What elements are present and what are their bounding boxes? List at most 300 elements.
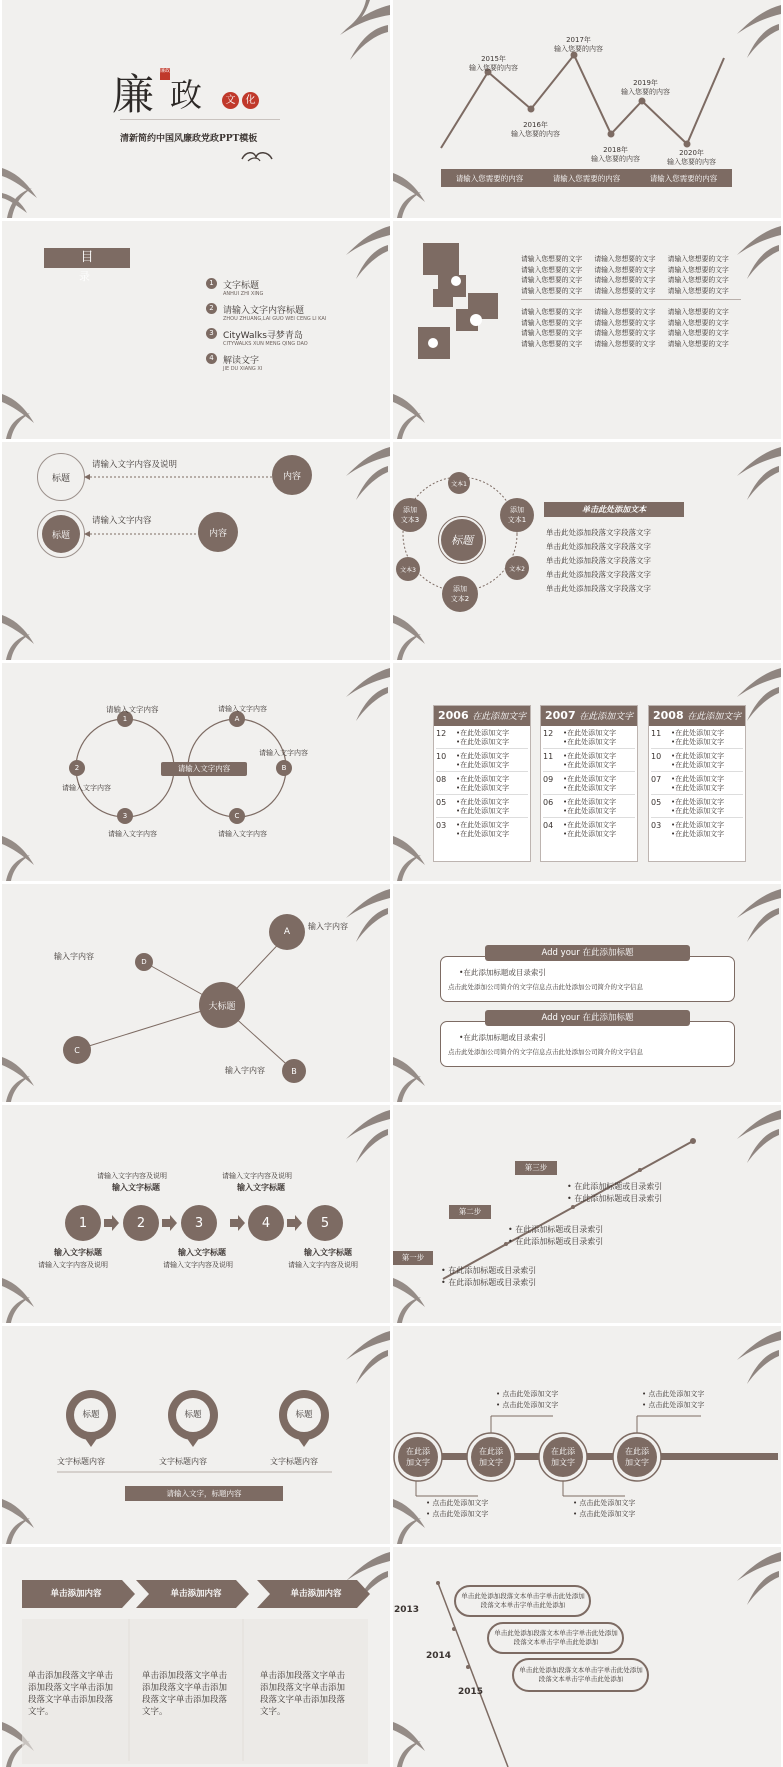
slide-hub[interactable] bbox=[2, 884, 390, 1102]
info-box-title: Add your 在此添加标题 bbox=[485, 945, 690, 961]
column-row bbox=[651, 798, 743, 818]
row-item: •在此处添加文字 bbox=[563, 752, 617, 760]
year-column bbox=[648, 705, 746, 862]
step-4: 4 bbox=[248, 1205, 284, 1241]
red-circle-wen: 文 bbox=[222, 92, 239, 109]
text-grid-top bbox=[521, 254, 741, 296]
row-item: •在此处添加文字 bbox=[456, 798, 510, 806]
chevron-row bbox=[2, 1547, 390, 1767]
arrow-icon bbox=[287, 1215, 302, 1231]
item-label: 请输入文字内容标题 bbox=[223, 306, 305, 316]
text-lines bbox=[546, 526, 651, 596]
bar-text: 请输入您需要的内容 bbox=[552, 173, 621, 183]
node-3: 3 bbox=[117, 808, 133, 824]
slide-timeline-line[interactable] bbox=[393, 0, 781, 218]
slide-year-bubbles[interactable] bbox=[393, 1547, 781, 1767]
cell: 请输入您想要的文字 bbox=[521, 276, 583, 284]
cell: 请输入您想要的文字 bbox=[521, 286, 583, 295]
cell: 请输入您想要的文字 bbox=[667, 255, 729, 263]
year-column bbox=[433, 705, 531, 862]
label-2017 bbox=[554, 36, 603, 54]
bullet: • 点击此处添加文字 bbox=[642, 1390, 705, 1398]
row-item: •在此处添加文字 bbox=[456, 821, 510, 829]
bottom-title: 输入文字标题 bbox=[54, 1248, 102, 1257]
cell: 请输入您想要的文字 bbox=[521, 318, 583, 327]
title-char-lian: 廉 bbox=[112, 70, 155, 119]
cell: 请输入您想要的文字 bbox=[667, 339, 729, 348]
chevron-label: 单击添加内容 bbox=[170, 1589, 222, 1599]
item-number: 2 bbox=[206, 303, 217, 314]
rail-bullets bbox=[573, 1498, 635, 1520]
divider bbox=[120, 119, 280, 120]
bamboo-decoration bbox=[310, 442, 390, 507]
bamboo-decoration bbox=[2, 379, 42, 439]
item-number: 4 bbox=[206, 353, 217, 364]
row-number: 12 bbox=[436, 729, 447, 738]
column-row bbox=[543, 775, 635, 795]
text-line: 单击此处添加段落文字段落文字 bbox=[546, 528, 651, 537]
row-number: 11 bbox=[543, 752, 554, 761]
column-row bbox=[543, 821, 635, 839]
bamboo-decoration bbox=[393, 821, 433, 881]
cell: 请输入您想要的文字 bbox=[521, 339, 583, 348]
row-item: •在此处添加文字 bbox=[671, 729, 725, 737]
bamboo-decoration bbox=[310, 221, 390, 286]
row-item: •在此处添加文字 bbox=[671, 821, 725, 829]
divider bbox=[521, 299, 741, 300]
year-label: 2015 bbox=[458, 1687, 484, 1697]
row-number: 10 bbox=[651, 752, 662, 761]
slide-arrows[interactable] bbox=[2, 442, 390, 660]
text: 输入您要的内容 bbox=[554, 44, 603, 53]
column-body bbox=[541, 726, 637, 842]
row-item: •在此处添加文字 bbox=[671, 761, 725, 769]
row-item: •在此处添加文字 bbox=[456, 729, 510, 737]
text-line: 单击此处添加段落文字段落文字 bbox=[546, 542, 651, 551]
step-5: 5 bbox=[307, 1205, 343, 1241]
bullet: • 点击此处添加文字 bbox=[496, 1401, 559, 1409]
bamboo-decoration bbox=[2, 600, 42, 660]
step-bullets bbox=[441, 1265, 536, 1289]
label-a: 输入字内容 bbox=[308, 922, 348, 931]
bamboo-decoration bbox=[701, 884, 781, 949]
row-item: •在此处添加文字 bbox=[563, 807, 617, 815]
rail-bullets bbox=[426, 1498, 488, 1520]
info-box-body: 点击此处添加公司简介的文字信息点击此处添加公司简介的文字信息 bbox=[448, 983, 643, 991]
slide-contents[interactable] bbox=[2, 221, 390, 439]
column-row bbox=[436, 821, 528, 839]
row1-text: 请输入文字内容及说明 bbox=[92, 460, 178, 470]
rail-node: 在此添 加文字 bbox=[551, 1447, 575, 1467]
text-line: 单击此处添加段落文字段落文字 bbox=[546, 570, 651, 579]
row-number: 03 bbox=[651, 821, 662, 830]
bamboo-decoration bbox=[393, 379, 433, 439]
cell: 请输入您想要的文字 bbox=[521, 265, 583, 274]
node-c: C bbox=[229, 808, 245, 824]
column-row bbox=[543, 798, 635, 818]
cell: 请输入您想要的文字 bbox=[594, 329, 656, 337]
arrow-icon bbox=[230, 1215, 245, 1231]
info-box-bullet: •在此添加标题或目录索引 bbox=[459, 968, 546, 977]
row-item: •在此处添加文字 bbox=[563, 821, 617, 829]
info-box-title: Add your 在此添加标题 bbox=[485, 1010, 690, 1026]
row-number: 06 bbox=[543, 798, 554, 807]
cycle-node: 文本3 bbox=[396, 557, 420, 581]
column-row bbox=[543, 729, 635, 749]
top-desc: 请输入文字内容及说明 bbox=[97, 1172, 167, 1180]
info-box-bullet: •在此添加标题或目录索引 bbox=[459, 1033, 546, 1042]
year-label: 2014 bbox=[426, 1651, 452, 1661]
row-item: •在此处添加文字 bbox=[671, 738, 725, 746]
cycle-node: 文本2 bbox=[505, 556, 529, 580]
item-label: 文字标题 bbox=[223, 281, 260, 291]
rail-bullets bbox=[642, 1389, 704, 1411]
slide-infinity[interactable] bbox=[2, 663, 390, 881]
hub-lines bbox=[2, 884, 390, 1102]
row-number: 12 bbox=[543, 729, 554, 738]
cell: 请输入您想要的文字 bbox=[667, 318, 729, 327]
subtitle: 清新简约中国风廉政党政PPT模板 bbox=[120, 134, 258, 144]
text-header: 单击此处添加文本 bbox=[544, 502, 684, 517]
subtitle: 在此添加文字 bbox=[687, 712, 742, 722]
text: 输入您要的内容 bbox=[667, 157, 716, 166]
point-2018 bbox=[608, 131, 615, 138]
item-number: 3 bbox=[206, 328, 217, 339]
slide-block-text[interactable] bbox=[393, 221, 781, 439]
cell: 请输入您想要的文字 bbox=[667, 265, 729, 274]
column-row bbox=[651, 775, 743, 795]
column-header bbox=[541, 706, 637, 726]
year: 2008 bbox=[653, 709, 684, 722]
year-column bbox=[540, 705, 638, 862]
cell: 请输入您想要的文字 bbox=[521, 255, 583, 263]
pin-label: 标题 bbox=[82, 1410, 100, 1420]
cell: 请输入您想要的文字 bbox=[594, 265, 656, 274]
row-item: •在此处添加文字 bbox=[671, 830, 725, 838]
row-item: •在此处添加文字 bbox=[671, 807, 725, 815]
step-1: 1 bbox=[65, 1205, 101, 1241]
year: 2016年 bbox=[523, 121, 548, 129]
title-circle-filled-wrap bbox=[37, 510, 85, 558]
column-body bbox=[434, 726, 530, 842]
center-title: 标题 bbox=[439, 517, 485, 563]
row-item: •在此处添加文字 bbox=[563, 784, 617, 792]
year: 2015年 bbox=[481, 55, 506, 63]
text: 输入您要的内容 bbox=[621, 87, 670, 96]
year: 2019年 bbox=[633, 79, 658, 87]
row-item: •在此处添加文字 bbox=[563, 729, 617, 737]
step-label: 第二步 bbox=[449, 1205, 491, 1219]
bullet: • 点击此处添加文字 bbox=[426, 1499, 489, 1507]
year: 2020年 bbox=[679, 149, 704, 157]
column-row bbox=[436, 752, 528, 772]
node-b: B bbox=[276, 760, 292, 776]
pin-label: 标题 bbox=[184, 1410, 202, 1420]
row-number: 03 bbox=[436, 821, 447, 830]
person-icon bbox=[428, 338, 438, 348]
bullet: • 点击此处添加文字 bbox=[573, 1510, 636, 1518]
rail-node: 在此添 加文字 bbox=[406, 1447, 430, 1467]
column-row bbox=[543, 752, 635, 772]
bamboo-decoration bbox=[300, 0, 390, 70]
row-item: •在此处添加文字 bbox=[456, 761, 510, 769]
content-circle: 内容 bbox=[198, 512, 238, 552]
bamboo-decoration bbox=[2, 148, 47, 218]
hub-node-a: A bbox=[269, 914, 305, 950]
cell: 请输入您想要的文字 bbox=[594, 276, 656, 284]
bubble-timeline bbox=[393, 1547, 781, 1767]
label-2015 bbox=[469, 55, 518, 73]
row-item: •在此处添加文字 bbox=[456, 738, 510, 746]
chevron-label: 单击添加内容 bbox=[50, 1589, 102, 1599]
node-a: A bbox=[229, 711, 245, 727]
point-2019 bbox=[639, 98, 646, 105]
item-pinyin: JIE DU XIANG XI bbox=[223, 366, 263, 372]
label-d: 输入字内容 bbox=[54, 952, 94, 961]
label: 请输入文字内容 bbox=[218, 830, 267, 838]
slide-process[interactable] bbox=[2, 1105, 390, 1323]
red-circle-hua: 化 bbox=[242, 92, 259, 109]
column-body bbox=[649, 726, 745, 842]
row2-text: 请输入文字内容 bbox=[92, 516, 152, 526]
pin-label: 标题 bbox=[295, 1410, 313, 1420]
title-circle-outline: 标题 bbox=[37, 453, 85, 501]
label: 请输入文字内容 bbox=[106, 705, 159, 714]
content-circle: 内容 bbox=[272, 455, 312, 495]
row-item: •在此处添加文字 bbox=[456, 784, 510, 792]
year-label: 2013 bbox=[394, 1605, 420, 1615]
bubble-text: 单击此处添加段落文本单击字单击此处添加段落文本单击字单击此处添加 bbox=[461, 1592, 585, 1609]
point-2020 bbox=[684, 141, 691, 148]
step-2: 2 bbox=[123, 1205, 159, 1241]
text: 输入您要的内容 bbox=[469, 63, 518, 72]
pin-caption: 文字标题内容 bbox=[159, 1457, 207, 1466]
bullet: • 在此添加标题或目录索引 bbox=[567, 1182, 663, 1191]
column-row bbox=[436, 729, 528, 749]
row-item: •在此处添加文字 bbox=[563, 798, 617, 806]
hub-node-d: D bbox=[135, 953, 153, 971]
label-2018 bbox=[591, 146, 640, 164]
cell: 请输入您想要的文字 bbox=[594, 318, 656, 327]
arrow-icon bbox=[104, 1215, 119, 1231]
column-row bbox=[651, 752, 743, 772]
bullet: • 在此添加标题或目录索引 bbox=[508, 1237, 604, 1246]
bottom-title: 输入文字标题 bbox=[304, 1248, 352, 1257]
bottom-desc: 请输入文字内容及说明 bbox=[288, 1261, 358, 1269]
bullet: • 点击此处添加文字 bbox=[496, 1390, 559, 1398]
top-title: 输入文字标题 bbox=[237, 1183, 285, 1192]
bar-text: 请输入您需要的内容 bbox=[455, 173, 524, 183]
text-grid-bottom bbox=[521, 307, 741, 349]
contents-title: 目 bbox=[44, 248, 130, 268]
cell: 请输入您想要的文字 bbox=[594, 286, 656, 295]
label: 请输入文字内容 bbox=[108, 830, 157, 838]
cell: 请输入您想要的文字 bbox=[594, 308, 656, 316]
pin-shapes bbox=[2, 1326, 390, 1544]
contents-title-2: 录 bbox=[79, 270, 90, 283]
slide-rail[interactable] bbox=[393, 1326, 781, 1544]
row-item: •在此处添加文字 bbox=[671, 752, 725, 760]
hub-center: 大标题 bbox=[199, 982, 245, 1028]
contents-item[interactable] bbox=[206, 328, 326, 347]
node-2: 2 bbox=[69, 760, 85, 776]
item-pinyin: ZHOU ZHUANG,LAI GUO WEI CENG LI KAI bbox=[223, 316, 327, 322]
hub-node-b: B bbox=[282, 1059, 306, 1083]
dashed-arrow bbox=[84, 472, 274, 482]
bottom-bar: 请输入文字，标题内容 bbox=[125, 1486, 283, 1501]
item-pinyin: ANHUI ZHI XING bbox=[223, 291, 264, 297]
contents-item[interactable] bbox=[206, 303, 326, 322]
year: 2018年 bbox=[603, 146, 628, 154]
step-bullets bbox=[508, 1224, 603, 1248]
column-row bbox=[651, 729, 743, 749]
slide-stairs[interactable] bbox=[393, 1105, 781, 1323]
info-box bbox=[440, 948, 735, 1002]
row-item: •在此处添加文字 bbox=[456, 752, 510, 760]
chevron-label: 单击添加内容 bbox=[290, 1589, 342, 1599]
row-item: •在此处添加文字 bbox=[563, 738, 617, 746]
pin-caption: 文字标题内容 bbox=[270, 1457, 318, 1466]
row-item: •在此处添加文字 bbox=[456, 807, 510, 815]
item-label: CityWalks寻梦青岛 bbox=[223, 331, 303, 341]
cloud-icon bbox=[240, 147, 274, 165]
year: 2007 bbox=[545, 709, 576, 722]
row-item: •在此处添加文字 bbox=[456, 830, 510, 838]
row-number: 11 bbox=[651, 729, 662, 738]
column-row bbox=[436, 775, 528, 795]
year: 2017年 bbox=[566, 36, 591, 44]
node-1: 1 bbox=[117, 711, 133, 727]
text-line: 单击此处添加段落文字段落文字 bbox=[546, 584, 651, 593]
column-body: 单击添加段落文字单击添加段落文字单击添加段落文字单击添加段落文字。 bbox=[260, 1671, 346, 1717]
row-item: •在此处添加文字 bbox=[671, 798, 725, 806]
bullet: • 在此添加标题或目录索引 bbox=[508, 1225, 604, 1234]
column-header bbox=[434, 706, 530, 726]
column-body: 单击添加段落文字单击添加段落文字单击添加段落文字单击添加段落文字。 bbox=[28, 1671, 114, 1717]
cell: 请输入您想要的文字 bbox=[667, 308, 729, 316]
slide-cycle[interactable] bbox=[393, 442, 781, 660]
bullet: • 点击此处添加文字 bbox=[426, 1510, 489, 1518]
top-desc: 请输入文字内容及说明 bbox=[222, 1172, 292, 1180]
rail-bullets bbox=[496, 1389, 558, 1411]
slide-title[interactable] bbox=[2, 0, 390, 218]
cycle-node: 添加 文本1 bbox=[500, 498, 534, 532]
row-item: •在此处添加文字 bbox=[671, 784, 725, 792]
contents-item[interactable] bbox=[206, 353, 326, 372]
seal-stamp: 廉政 bbox=[160, 68, 170, 80]
item-pinyin: CITYWALKS XUN MENG QING DAO bbox=[223, 341, 308, 347]
row-item: •在此处添加文字 bbox=[563, 830, 617, 838]
label-2020 bbox=[667, 149, 716, 167]
cell: 请输入您想要的文字 bbox=[667, 329, 729, 337]
label-2016 bbox=[511, 121, 560, 139]
contents-item[interactable] bbox=[206, 278, 326, 297]
row-item: •在此处添加文字 bbox=[671, 775, 725, 783]
arrow-icon bbox=[162, 1215, 177, 1231]
column-row bbox=[436, 798, 528, 818]
row-item: •在此处添加文字 bbox=[563, 761, 617, 769]
subtitle: 在此添加文字 bbox=[579, 712, 634, 722]
pin-caption: 文字标题内容 bbox=[57, 1457, 105, 1466]
cell: 请输入您想要的文字 bbox=[594, 339, 656, 348]
bullet: • 点击此处添加文字 bbox=[573, 1499, 636, 1507]
text-line: 单击此处添加段落文字段落文字 bbox=[546, 556, 651, 565]
cell: 请输入您想要的文字 bbox=[521, 329, 583, 337]
row-number: 10 bbox=[436, 752, 447, 761]
cycle-node: 文本1 bbox=[448, 472, 470, 494]
label: 请输入文字内容 bbox=[218, 705, 267, 713]
item-number: 1 bbox=[206, 278, 217, 289]
block-puzzle bbox=[418, 243, 518, 363]
info-box bbox=[440, 1013, 735, 1067]
step-arrows bbox=[2, 1105, 390, 1323]
slide-columns[interactable] bbox=[393, 663, 781, 881]
content-bar bbox=[441, 169, 732, 187]
slide-boxes[interactable] bbox=[393, 884, 781, 1102]
title-circle-filled: 标题 bbox=[42, 515, 80, 553]
label: 请输入文字内容 bbox=[259, 749, 308, 757]
bubble-text: 单击此处添加段落文本单击字单击此处添加段落文本单击字单击此处添加 bbox=[494, 1629, 618, 1646]
row-number: 09 bbox=[543, 775, 554, 784]
dashed-arrow bbox=[84, 529, 204, 539]
title-char-zheng: 政 bbox=[170, 76, 203, 114]
text: 输入您要的内容 bbox=[511, 129, 560, 138]
label-2019 bbox=[621, 79, 670, 97]
text: 输入您要的内容 bbox=[591, 154, 640, 163]
row-number: 07 bbox=[651, 775, 662, 784]
slide-pins[interactable] bbox=[2, 1326, 390, 1544]
chart-icon bbox=[470, 314, 482, 326]
bottom-desc: 请输入文字内容及说明 bbox=[163, 1261, 233, 1269]
row-item: •在此处添加文字 bbox=[563, 775, 617, 783]
contents-list bbox=[206, 278, 326, 372]
bamboo-decoration bbox=[393, 1042, 433, 1102]
top-title: 输入文字标题 bbox=[112, 1183, 160, 1192]
column-row bbox=[651, 821, 743, 839]
label: 请输入文字内容 bbox=[62, 784, 111, 792]
rail-node: 在此添 加文字 bbox=[625, 1447, 649, 1467]
row-number: 05 bbox=[651, 798, 662, 807]
cell: 请输入您想要的文字 bbox=[594, 255, 656, 263]
bottom-desc: 请输入文字内容及说明 bbox=[38, 1261, 108, 1269]
cycle-node: 添加 文本2 bbox=[442, 576, 478, 612]
cell: 请输入您想要的文字 bbox=[667, 286, 729, 295]
step-bullets bbox=[567, 1181, 662, 1205]
hub-node-c: C bbox=[63, 1036, 91, 1064]
bullet: • 点击此处添加文字 bbox=[642, 1401, 705, 1409]
step-label: 第三步 bbox=[515, 1161, 557, 1175]
row-number: 08 bbox=[436, 775, 447, 784]
cell: 请输入您想要的文字 bbox=[667, 276, 729, 284]
step-3: 3 bbox=[181, 1205, 217, 1241]
row-number: 05 bbox=[436, 798, 447, 807]
row-item: •在此处添加文字 bbox=[456, 775, 510, 783]
cell: 请输入您想要的文字 bbox=[521, 308, 583, 316]
point-2016 bbox=[528, 106, 535, 113]
column-header bbox=[649, 706, 745, 726]
center-label: 请输入文字内容 bbox=[161, 762, 247, 776]
subtitle: 在此添加文字 bbox=[472, 712, 527, 722]
row-number: 04 bbox=[543, 821, 554, 830]
bullet: • 在此添加标题或目录索引 bbox=[441, 1266, 537, 1275]
bullet: • 在此添加标题或目录索引 bbox=[441, 1278, 537, 1287]
bar-text: 请输入您需要的内容 bbox=[649, 173, 718, 183]
label-b: 输入字内容 bbox=[225, 1066, 265, 1075]
step-label: 第一步 bbox=[393, 1251, 433, 1265]
slide-chevrons[interactable] bbox=[2, 1547, 390, 1767]
cart-icon bbox=[451, 276, 461, 286]
item-label: 解读文字 bbox=[223, 356, 260, 366]
